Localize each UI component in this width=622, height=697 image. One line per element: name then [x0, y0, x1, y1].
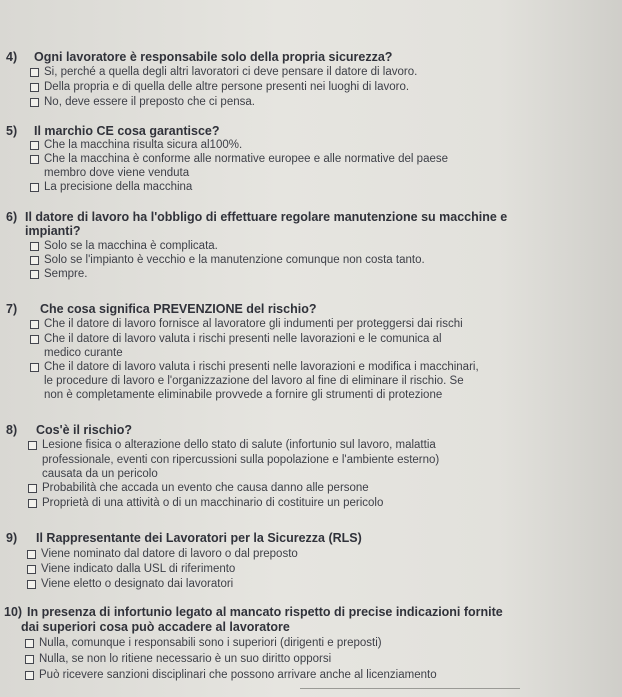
question-number: 6)	[6, 210, 18, 224]
question-text: Ogni lavoratore è responsabile solo della propria sicurezza?	[34, 50, 393, 64]
checkbox[interactable]	[30, 363, 39, 372]
checkbox[interactable]	[28, 499, 37, 508]
question-10	[4, 605, 618, 633]
question-text: Che cosa significa PREVENZIONE del rischio?	[40, 302, 317, 316]
checkbox[interactable]	[30, 256, 39, 265]
checkbox[interactable]	[28, 484, 37, 493]
question-8	[6, 423, 606, 437]
checkbox[interactable]	[30, 183, 39, 192]
checkbox[interactable]	[25, 639, 34, 648]
option-7c-continuation-2: non è completamente eliminabile provvede a fornire gli strumenti di protezione	[44, 389, 443, 401]
checkbox[interactable]	[30, 98, 39, 107]
checkbox[interactable]	[25, 671, 34, 680]
checkbox[interactable]	[28, 441, 37, 450]
checkbox[interactable]	[30, 68, 39, 77]
question-4	[6, 50, 606, 64]
checkbox[interactable]	[30, 320, 39, 329]
document-page: 4) Ogni lavoratore è responsabile solo della propria sicurezza? Si, perché a quella degli altri lavoratori ci deve pensare il datore di lavoro. Della propria e di quella delle altre persone presenti nei luoghi di lavoro. No, deve essere il preposto che ci pensa. 5) Il marchio CE cosa garantisce? Che la macchina risulta sicura al100%. Che la macchina è conforme alle normative europee e alle normative del paese membro dove viene venduta La precisione della macchina 6) Il datore di lavoro ha l'obbligo di effettuare regolare manutenzione su macchine e impianti? Solo se la macchina è complicata. Solo se l'impianto è vecchio e la manutenzione comunque non costa tanto. Sempre. 7) Che cosa significa PREVENZIONE del rischio? Che il datore di lavoro fornisce al lavoratore gli indumenti per proteggersi dai rischi Che il datore di lavoro valuta i rischi presenti nelle lavorazioni e le comunica al medico curante Che il datore di lavoro valuta i rischi presenti nelle lavorazioni e modifica i macchinari, le procedure di lavoro e l'organizzazione del lavoro al fine di eliminare il rischio. Se non è completamente eliminabile provvede a fornire gli strumenti di protezione 8) Cos'è il rischio? Lesione fisica o alterazione dello stato di salute (infortunio sul lavoro, malattia professionale, eventi con ripercussioni sulla popolazione e l'ambiente esterno) causata da un pericolo Probabilità che accada un evento che causa danno alle persone Proprietà di una attività o di un macchinario di costituire un pericolo 9) Il Rappresentante dei Lavoratori per la Sicurezza (RLS) Viene nominato dal datore di lavoro o dal preposto Viene indicato dalla USL di riferimento Viene eletto o designato dai lavoratori 10) In presenza di infortunio legato al mancato rispetto di precise indicazioni fornite dai superiori cosa può accadere al lavoratore Nulla, comunque i responsabili sono i superiori (dirigenti e preposti) Nulla, se non lo ritiene necessario è un suo diritto opporsi Può ricevere sanzioni disciplinari che possono arrivare anche al licenziamento	[0, 0, 622, 697]
checkbox[interactable]	[25, 655, 34, 664]
question-5	[6, 124, 606, 138]
divider	[300, 688, 520, 689]
option-7c-continuation-1: le procedure di lavoro e l'organizzazione del lavoro al fine di eliminare il rischio. Se	[44, 375, 464, 387]
question-text-continuation: dai superiori cosa può accadere al lavoratore	[21, 620, 290, 634]
question-number: 4)	[6, 50, 18, 64]
option-7b-continuation: medico curante	[44, 347, 123, 359]
question-number: 10)	[4, 605, 23, 619]
option-5b-continuation: membro dove viene venduta	[44, 167, 190, 179]
question-number: 8)	[6, 423, 18, 437]
question-number: 9)	[6, 531, 18, 545]
checkbox[interactable]	[27, 580, 36, 589]
checkbox[interactable]	[30, 335, 39, 344]
checkbox[interactable]	[30, 83, 39, 92]
checkbox[interactable]	[30, 155, 39, 164]
checkbox[interactable]	[30, 270, 39, 279]
checkbox[interactable]	[30, 242, 39, 251]
question-text: Cos'è il rischio?	[36, 423, 133, 437]
question-7	[6, 302, 606, 316]
checkbox[interactable]	[27, 565, 36, 574]
question-text: Il Rappresentante dei Lavoratori per la Sicurezza (RLS)	[36, 531, 362, 545]
question-9	[6, 531, 606, 545]
question-number: 7)	[6, 302, 18, 316]
question-text: In presenza di infortunio legato al mancato rispetto di precise indicazioni fornite	[27, 605, 503, 619]
option-8a-continuation-1: professionale, eventi con ripercussioni sulla popolazione e l'ambiente esterno)	[42, 454, 440, 466]
question-6	[6, 210, 616, 238]
question-text: Il datore di lavoro ha l'obbligo di effettuare regolare manutenzione su macchine e	[25, 210, 508, 224]
question-text-continuation: impianti?	[25, 224, 81, 238]
checkbox[interactable]	[27, 550, 36, 559]
checkbox[interactable]	[30, 141, 39, 150]
question-number: 5)	[6, 124, 18, 138]
question-text: Il marchio CE cosa garantisce?	[34, 124, 220, 138]
option-8a-continuation-2: causata da un pericolo	[42, 468, 158, 480]
